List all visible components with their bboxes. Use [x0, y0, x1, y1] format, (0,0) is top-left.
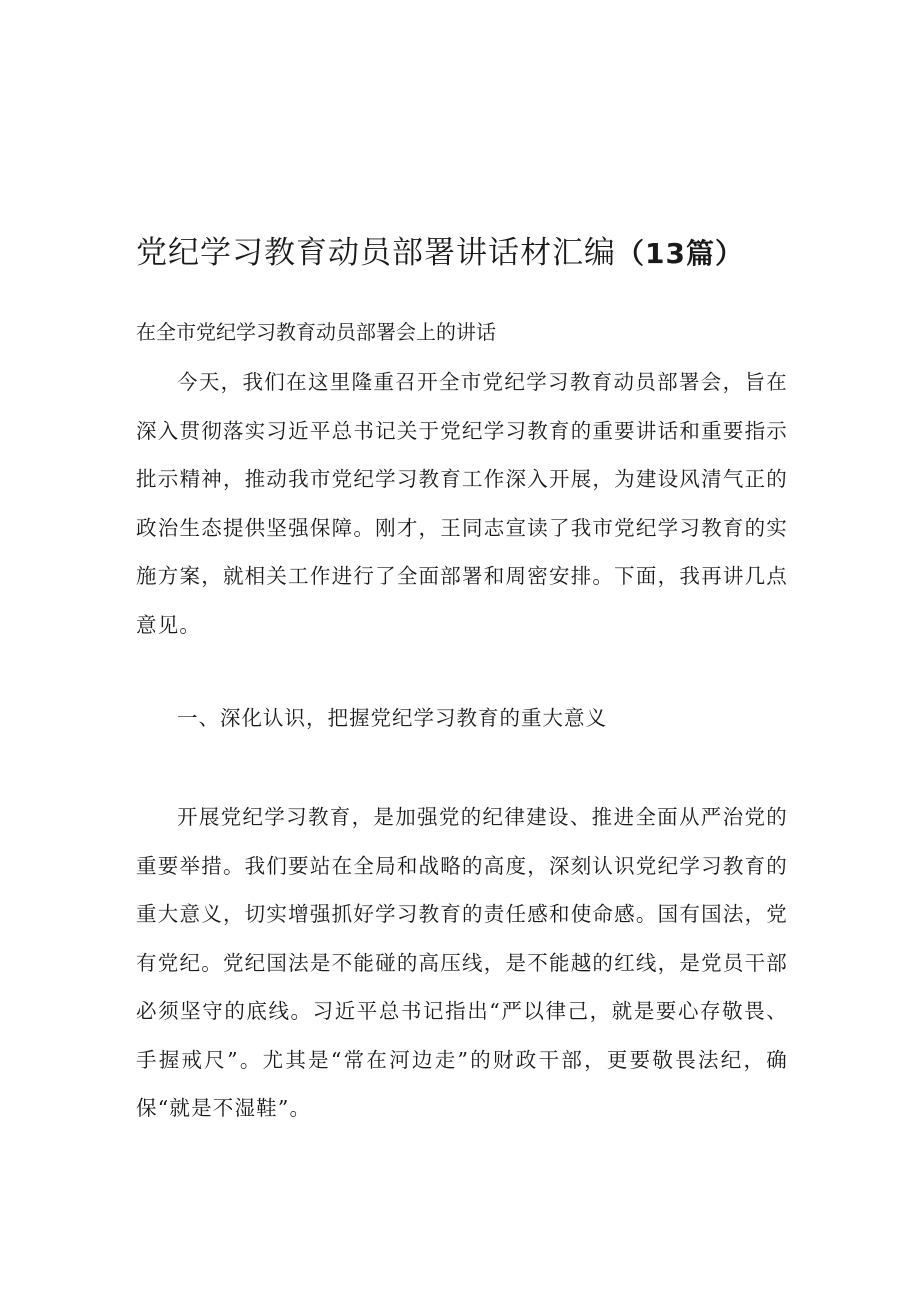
paragraph-section-1: 开展党纪学习教育，是加强党的纪律建设、推进全面从严治党的重要举措。我们要站在全局和战略的高度，深刻认识党纪学习教育的重大意义，切实增强抓好学习教育的责任感和使命感。国有国法，党有党纪。党纪国法是不能碰的高压线，是不能越的红线，是党员干部必须坚守的底线。习近平总书记指出“严以律己，就是要心存敬畏、手握戒尺”。尤其是“常在河边走”的财政干部，更要敬畏法纪，确保“就是不湿鞋”。: [136, 805, 788, 1120]
speech-subtitle: 在全市党纪学习教育动员部署会上的讲话: [136, 320, 496, 344]
document-title-main: 党纪学习教育动员部署讲话材汇编: [136, 235, 616, 271]
document-title-count: （13篇）: [616, 237, 744, 270]
section-heading-1: 一、深化认识，把握党纪学习教育的重大意义: [177, 706, 607, 730]
paragraph-intro: 今天，我们在这里隆重召开全市党纪学习教育动员部署会，旨在深入贯彻落实习近平总书记关于党纪学习教育的重要讲话和重要指示批示精神，推动我市党纪学习教育工作深入开展，为建设风清气正的政治生态提供坚强保障。刚才，王同志宣读了我市党纪学习教育的实施方案，就相关工作进行了全面部署和周密安排。下面，我再讲几点意见。: [136, 370, 788, 637]
document-title: [136, 228, 816, 279]
